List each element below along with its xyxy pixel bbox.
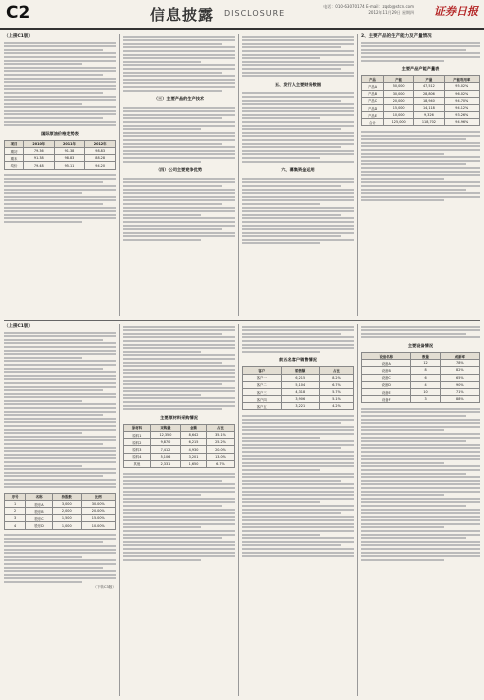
subheading: 六、募集资金运用 (281, 167, 315, 173)
table-row (243, 403, 354, 410)
article-text (242, 324, 354, 354)
table-cell: 15,000 (384, 104, 414, 111)
table-row (362, 374, 480, 381)
customer-table (242, 366, 354, 410)
masthead (0, 0, 484, 30)
table-cell: 原料1 (124, 432, 151, 439)
table-header: 名称 (26, 493, 53, 500)
table-cell: 91.38 (54, 148, 85, 155)
article-text (242, 176, 354, 246)
table-cell: 股东A (26, 500, 53, 507)
table-cell: 6 (411, 374, 440, 381)
table-cell: 30,000 (384, 90, 414, 97)
table-cell: 125,000 (384, 119, 414, 126)
bottom-column-3 (242, 324, 354, 696)
table-cell: 47,512 (414, 83, 444, 90)
table-cell: 79.36 (23, 148, 54, 155)
table-header: 序号 (5, 493, 26, 500)
article-text (4, 173, 116, 225)
table-row (5, 148, 116, 155)
table-cell: 95.02% (444, 83, 479, 90)
table-row (5, 515, 116, 522)
table-cell: 其他 (124, 460, 151, 467)
table-cell: 93.26% (444, 112, 479, 119)
table-header: 2011年 (54, 140, 85, 147)
table-cell: 7,412 (150, 446, 180, 453)
equipment-table (361, 352, 480, 403)
table-cell: 25.2% (206, 439, 234, 446)
table-cell: 客户五 (243, 403, 282, 410)
table-cell: 股东B (26, 508, 53, 515)
table-caption: 主要设备情况 (407, 342, 434, 348)
table-cell: 设备B (362, 367, 411, 374)
table-cell: 1 (5, 500, 26, 507)
table-cell: 94.20 (85, 162, 116, 169)
top-column-2 (123, 34, 235, 316)
table-header: 设备名称 (362, 352, 411, 359)
bottom-column-2 (123, 324, 235, 696)
column-head: 2、主要产品的生产能力及产量情况 (361, 34, 432, 39)
table-cell: 14,118 (414, 104, 444, 111)
article-text (242, 91, 354, 164)
table-header: 客户 (243, 367, 282, 374)
table-row (362, 104, 480, 111)
table-cell: 5,104 (281, 381, 320, 388)
masthead-meta (264, 4, 414, 16)
table-cell: 98.83 (85, 148, 116, 155)
article-text (242, 34, 354, 79)
table-header: 采购量 (150, 424, 180, 431)
top-column-1 (4, 34, 116, 316)
table-header: 金额 (181, 424, 207, 431)
table-cell: 78% (440, 360, 479, 367)
article-text (4, 40, 116, 128)
table-cell: 3 (411, 396, 440, 403)
table-cell: 15.00% (81, 515, 116, 522)
table-cell: 合计 (362, 119, 384, 126)
table-cell: 9,326 (414, 112, 444, 119)
column-divider (119, 34, 120, 316)
table-cell: 客户一 (243, 374, 282, 381)
table-cell: 4 (5, 522, 26, 529)
table-cell: 股东C (26, 515, 53, 522)
table-caption: 前五名客户销售情况 (279, 357, 317, 363)
table-row (362, 381, 480, 388)
subheading: 五、发行人主要财务数据 (274, 81, 322, 87)
table-cell: 94.96% (444, 119, 479, 126)
table-header: 比例 (81, 493, 116, 500)
article-text (123, 324, 235, 412)
table-cell: 产品A (362, 83, 384, 90)
raw-material-table (123, 424, 235, 468)
table-row (243, 381, 354, 388)
table-cell: 原料3 (124, 446, 151, 453)
table-cell: 设备D (362, 381, 411, 388)
newspaper-logo: 证券日报 (434, 5, 478, 18)
table-cell: 均价 (5, 162, 24, 169)
column-divider (119, 324, 120, 696)
table-header: 产品 (362, 76, 384, 83)
article-text (361, 324, 480, 340)
table-row (124, 446, 235, 453)
table-row (362, 90, 480, 97)
table-cell: 4 (411, 381, 440, 388)
table-row (243, 388, 354, 395)
table-caption: 国际原油价格走势表 (41, 130, 79, 136)
table-cell: 118,702 (414, 119, 444, 126)
table-cell: 6,215 (281, 374, 320, 381)
table-row (5, 500, 116, 507)
table-row (5, 155, 116, 162)
table-cell: 3,201 (181, 453, 207, 460)
table-header: 占比 (206, 424, 234, 431)
table-cell: 设备A (362, 360, 411, 367)
table-cell: 82% (440, 367, 479, 374)
table-cell: 35.1% (206, 432, 234, 439)
table-row (362, 97, 480, 104)
article-text (361, 406, 480, 562)
table-cell: 8,642 (181, 432, 207, 439)
table-header: 销售额 (281, 367, 320, 374)
table-cell: 95.11 (54, 162, 85, 169)
table-row (124, 439, 235, 446)
table-cell: 设备F (362, 396, 411, 403)
table-cell: 94.70% (444, 97, 479, 104)
table-cell: 4,930 (181, 446, 207, 453)
table-cell: 10,000 (384, 112, 414, 119)
table-cell: 5.7% (320, 388, 354, 395)
table-row (362, 360, 480, 367)
top-column-3 (242, 34, 354, 316)
table-cell: 原料4 (124, 453, 151, 460)
article-text (123, 34, 235, 93)
table-cell: 8 (411, 367, 440, 374)
masthead-meta-line: 电话：010-63070174 E-mail：zqsb@stcn.com (323, 4, 414, 9)
table-cell: 12,350 (150, 432, 180, 439)
table-cell: 2,000 (53, 508, 82, 515)
table-cell: 3,221 (281, 403, 320, 410)
table-row (124, 460, 235, 467)
table-cell: 9,870 (150, 439, 180, 446)
table-cell: 28,806 (414, 90, 444, 97)
table-row (124, 432, 235, 439)
table-cell: 原料2 (124, 439, 151, 446)
table-cell: 3 (5, 515, 26, 522)
table-row (362, 112, 480, 119)
table-row (362, 367, 480, 374)
column-head: （上接C1版） (4, 324, 33, 329)
table-row (362, 396, 480, 403)
top-column-4 (361, 34, 480, 316)
table-cell: 4,318 (281, 388, 320, 395)
table-cell: 6,215 (181, 439, 207, 446)
table-cell: 产品B (362, 90, 384, 97)
table-header: 原材料 (124, 424, 151, 431)
table-cell: 期末 (5, 155, 24, 162)
table-header: 产能利用率 (444, 76, 479, 83)
column-divider (238, 324, 239, 696)
table-cell: 20.0% (206, 446, 234, 453)
table-row (362, 388, 480, 395)
table-cell: 产品C (362, 97, 384, 104)
table-cell: 94.12% (444, 104, 479, 111)
table-header: 2012年 (85, 140, 116, 147)
article-text (123, 105, 235, 164)
table-cell: 产品D (362, 104, 384, 111)
masthead-meta-line: 2012年11月29日 星期四 (368, 10, 414, 15)
column-divider (357, 324, 358, 696)
article-text (4, 533, 116, 585)
continued-note: （下转C3版） (93, 584, 116, 589)
shareholder-table (4, 493, 116, 530)
table-cell: 88.28 (85, 155, 116, 162)
table-cell: 客户二 (243, 381, 282, 388)
table-header: 项目 (5, 140, 24, 147)
table-cell: 10 (411, 388, 440, 395)
subheading: （三）主要产品的生产技术 (153, 96, 205, 102)
table-caption: 主要原材料采购情况 (160, 414, 198, 420)
table-cell: 20.00% (81, 508, 116, 515)
table-header: 数量 (411, 352, 440, 359)
table-header: 持股数 (53, 493, 82, 500)
article-text (123, 471, 235, 562)
table-cell: 期初 (5, 148, 24, 155)
table-cell: 8.2% (320, 374, 354, 381)
table-row (124, 453, 235, 460)
table-cell: 2 (5, 508, 26, 515)
table-cell: 5.1% (320, 396, 354, 403)
table-header: 成新率 (440, 352, 479, 359)
table-cell: 6.7% (206, 460, 234, 467)
article-text (242, 413, 354, 558)
table-row (243, 374, 354, 381)
table-cell: 3,906 (281, 396, 320, 403)
table-cell: 71% (440, 388, 479, 395)
table-cell: 98.83 (54, 155, 85, 162)
table-cell: 客户三 (243, 388, 282, 395)
table-cell: 1,500 (53, 515, 82, 522)
table-row (5, 508, 116, 515)
table-cell: 88% (440, 396, 479, 403)
table-cell: 90% (440, 381, 479, 388)
table-cell: 18,940 (414, 97, 444, 104)
table-cell: 20,000 (384, 97, 414, 104)
table-row (362, 119, 480, 126)
table-row (362, 83, 480, 90)
table-header: 占比 (320, 367, 354, 374)
table-cell: 65% (440, 374, 479, 381)
table-cell: 12 (411, 360, 440, 367)
article-text (361, 129, 480, 202)
table-cell: 4.2% (320, 403, 354, 410)
section-subtitle: DISCLOSURE (224, 9, 286, 18)
table-cell: 客户四 (243, 396, 282, 403)
table-cell: 96.02% (444, 90, 479, 97)
table-header: 产量 (414, 76, 444, 83)
table-cell: 6.7% (320, 381, 354, 388)
column-head: （上接C1版） (4, 34, 33, 39)
table-cell: 股东D (26, 522, 53, 529)
table-cell: 2,331 (150, 460, 180, 467)
table-cell: 30.00% (81, 500, 116, 507)
table-cell: 设备E (362, 388, 411, 395)
section-divider (4, 320, 480, 321)
article-text (4, 330, 116, 490)
table-cell: 产品E (362, 112, 384, 119)
column-divider (357, 34, 358, 316)
table-cell: 3,000 (53, 500, 82, 507)
subheading: （四）公司主要竞争优势 (155, 167, 203, 173)
article-text (361, 40, 480, 63)
table-cell: 1,650 (181, 460, 207, 467)
table-cell: 13.0% (206, 453, 234, 460)
table-cell: 1,000 (53, 522, 82, 529)
bottom-column-4 (361, 324, 480, 696)
column-divider (238, 34, 239, 316)
bottom-column-1 (4, 324, 116, 696)
section-title: 信息披露 (150, 6, 215, 24)
table-row (5, 162, 116, 169)
table-row (5, 522, 116, 529)
table-row (243, 396, 354, 403)
table-cell: 设备C (362, 374, 411, 381)
table-caption: 主要产品产能产量表 (401, 66, 440, 72)
table-cell: 79.48 (23, 162, 54, 169)
capacity-table (361, 75, 480, 126)
oil-price-table (4, 140, 116, 170)
article-text (123, 176, 235, 242)
table-cell: 91.38 (23, 155, 54, 162)
table-cell: 10.00% (81, 522, 116, 529)
table-header: 2010年 (23, 140, 54, 147)
table-header: 产能 (384, 76, 414, 83)
page-code: C2 (6, 3, 31, 23)
table-cell: 5,106 (150, 453, 180, 460)
table-cell: 50,000 (384, 83, 414, 90)
